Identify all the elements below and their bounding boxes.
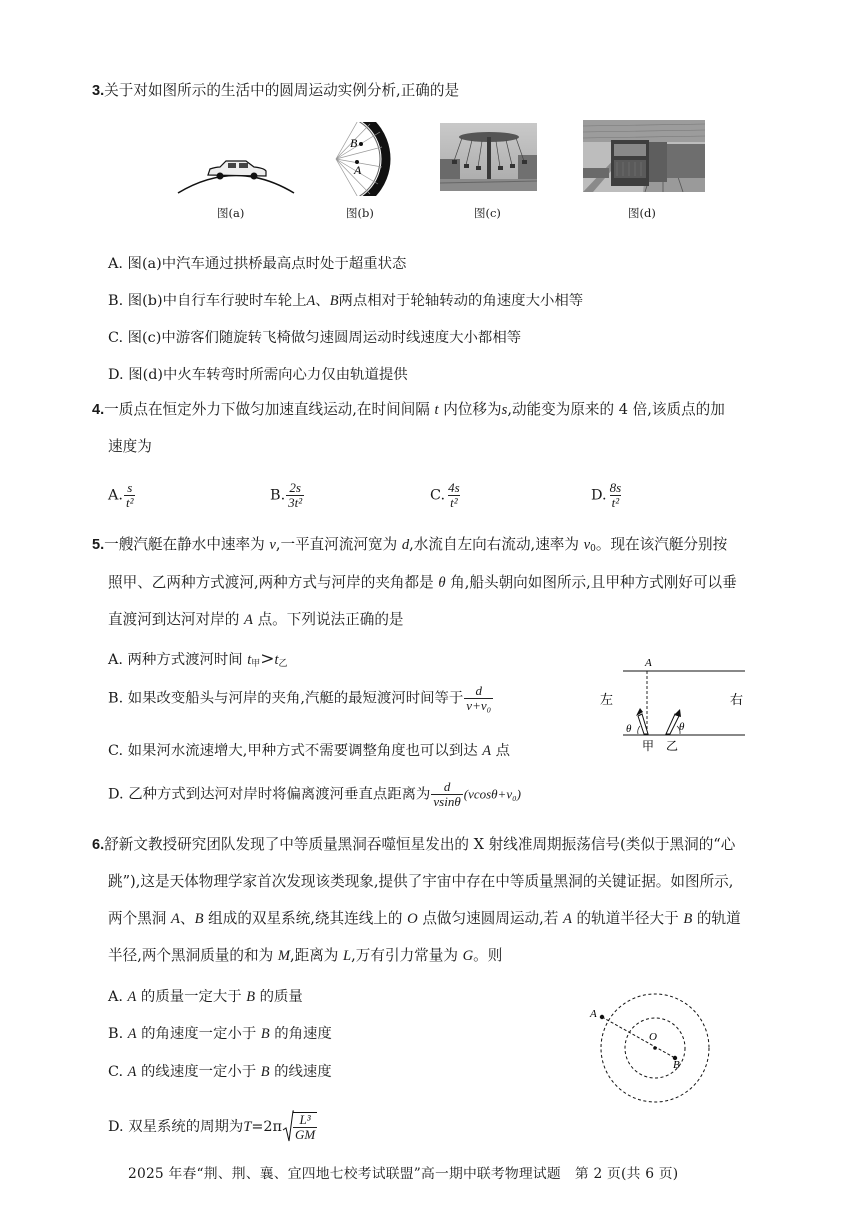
fig-a-caption: 图(a) [217,206,245,220]
q5-stem-line1: 5.一艘汽艇在静水中速率为 v,一平直河流河宽为 d,水流自左向右流动,速率为 $v_0$。现在该汽艇分别按 [92,536,728,554]
q4-stem-line2: 速度为 [108,438,152,455]
river-crossing-diagram [590,650,760,756]
label-a: A [590,1008,597,1020]
swing-ride-photo [440,123,537,191]
svg-text:θ: θ [626,723,632,735]
q5-option-c: C. 如果河水流速增大,甲种方式不需要调整角度也可以到达 A 点 [108,743,510,759]
point-b-label: B [350,136,358,150]
point-a-label: A [354,163,362,177]
q4-option-d: D. $\frac{8s}{\text{t²}}$ [591,480,622,510]
bicycle-wheel-icon [330,122,394,196]
boat-jia-label: 甲 [642,739,655,753]
q5-option-d: D. 乙种方式到达河对岸时将偏离渡河垂直点距离为 $\frac{d}{vsin\theta}$ (vcosθ+v₀) [108,779,521,809]
binary-star-diagram [585,988,725,1108]
q4-stem-line1: 4.一质点在恒定外力下做匀加速直线运动,在时间间隔 t 内位移为s,动能变为原来的 4 倍,该质点的加 [92,401,725,418]
q3-option-d: D. 图(d)中火车转弯时所需向心力仅由轨道提供 [108,367,408,383]
right-bank-label: 右 [730,692,744,707]
page-footer: 2025 年春“荆、荆、襄、宜四地七校考试联盟”高一期中联考物理试题 第 2 页(共 6 页) [128,1166,679,1182]
arch-bridge-car-icon [176,150,296,195]
q6-stem-line3: 两个黑洞 A、B 组成的双星系统,绕其连线上的 O 点做匀速圆周运动,若 A 的轨道半径大于 B 的轨道 [108,910,741,927]
q5-stem-line3: 直渡河到达河对岸的 A 点。下列说法正确的是 [108,611,404,628]
q6-stem-line2: 跳”),这是天体物理学家首次发现该类现象,提供了宇宙中存在中等质量黑洞的关键证据。如图所示, [108,873,734,890]
q6-option-a: A. A 的质量一定大于 B 的质量 [108,989,303,1005]
fig-d-caption: 图(d) [628,206,656,220]
q3-option-a: A. 图(a)中汽车通过拱桥最高点时处于超重状态 [108,256,407,272]
q4-option-c: C. $\frac{4s}{\text{t²}}$ [430,480,460,510]
q5-option-a: A. 两种方式渡河时间 $t_甲>t_乙$ [108,649,288,669]
label-o: O [649,1031,657,1043]
q3-stem: 3.关于对如图所示的生活中的圆周运动实例分析,正确的是 [92,82,460,99]
q3-option-c: C. 图(c)中游客们随旋转飞椅做匀速圆周运动时线速度大小都相等 [108,330,522,346]
q5-stem-line2: 照甲、乙两种方式渡河,两种方式与河岸的夹角都是 θ 角,船头朝向如图所示,且甲种方式刚好可以垂 [108,574,737,591]
q6-option-b: B. A 的角速度一定小于 B 的角速度 [108,1026,332,1042]
train-photo [583,120,705,192]
q3-option-b: B. 图(b)中自行车行驶时车轮上A、B两点相对于轮轴转动的角速度大小相等 [108,293,584,309]
label-b: B [673,1059,680,1071]
q6-stem-line1: 6.舒新文教授研究团队发现了中等质量黑洞吞噬恒星发出的 X 射线准周期振荡信号(类似于黑洞的“心 [92,836,736,853]
q5-option-b: B. 如果改变船头与河岸的夹角,汽艇的最短渡河时间等于 $\frac{d}{\text{v+v₀}}$ [108,683,492,713]
boat-yi-label: 乙 [666,739,679,753]
left-bank-label: 左 [600,692,614,707]
center-o [653,1046,657,1050]
fig-c-caption: 图(c) [474,206,501,220]
q6-stem-line4: 半径,两个黑洞质量的和为 M,距离为 L,万有引力常量为 G。则 [108,947,503,964]
svg-text:θ: θ [679,721,685,733]
q6-option-c: C. A 的线速度一定小于 B 的线速度 [108,1064,332,1080]
fig-b-caption: 图(b) [346,206,374,220]
river-point-a: A [645,657,652,669]
q4-option-b: B. $\frac{2s}{\text{3t²}}$ [270,480,303,510]
q6-option-d: D. 双星系统的周期为T=2π $\frac{\text{L³}}{GM}$ [108,1112,316,1142]
q4-option-a: A. $\frac{s}{\text{t²}}$ [108,480,134,510]
black-hole-a [600,1015,604,1019]
